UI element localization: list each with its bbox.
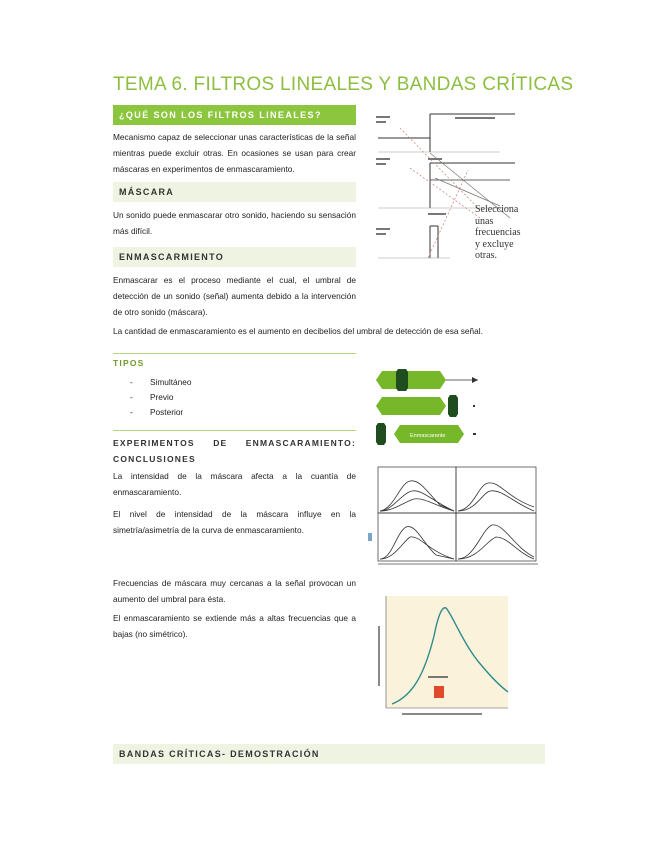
que-son-text: Mecanismo capaz de seleccionar unas características de la señal mientras puede excluir otras. En ocasiones se usan para crear máscaras en experimentos de enmascaramiento. — [113, 132, 356, 174]
section-heading-mascara: MÁSCARA — [113, 182, 356, 202]
section-heading-bandas: BANDAS CRÍTICAS- DEMOSTRACIÓN — [113, 744, 545, 764]
section-heading-enmascarmiento: ENMASCARMIENTO — [113, 247, 356, 267]
mascara-text: Un sonido puede enmascarar otro sonido, haciendo su sensación más difícil. — [113, 210, 356, 236]
masking-curves-figure — [366, 463, 548, 569]
tipos-list — [130, 375, 192, 420]
divider — [113, 353, 356, 354]
experimentos-p2: El nivel de intensidad de la máscara influye en la simetría/asimetría de la curva de enmascaramiento. — [113, 509, 356, 535]
enmascarante-label: Enmascarante — [410, 433, 446, 439]
list-item: - Simultáneo — [130, 377, 192, 387]
experimentos-p3: Frecuencias de máscara muy cercanas a la señal provocan un aumento del umbral para ésta. — [113, 578, 356, 604]
section-heading-tipos: TIPOS — [113, 358, 145, 368]
filter-handwritten-note: Selecciona unas frecuencias y excluye otras. — [475, 204, 521, 261]
tuning-curve-figure — [372, 586, 512, 722]
list-item: - Previo — [130, 392, 174, 402]
section-heading-experimentos: EXPERIMENTOS DE ENMASCARAMIENTO: CONCLUSIONES — [113, 438, 356, 464]
divider — [113, 430, 356, 431]
page-title: TEMA 6. FILTROS LINEALES Y BANDAS CRÍTICAS — [113, 74, 574, 95]
enmascaramiento-cantidad-text: La cantidad de enmascaramiento es el aumento en decibelios del umbral de detección de esa señal. — [113, 326, 483, 336]
experimentos-p1: La intensidad de la máscara afecta a la cuantía de enmascaramiento. — [113, 471, 356, 497]
enmascarmiento-text: Enmascarar es el proceso mediante el cual, el umbral de detección de un sonido (señal) aumenta debido a la intervención de otro sonido (máscara). — [113, 275, 356, 317]
tipos-diagram — [374, 363, 484, 453]
section-heading-que-son: ¿QUÉ SON LOS FILTROS LINEALES? — [113, 105, 356, 125]
list-item: - Posterior — [130, 407, 184, 417]
experimentos-p4: El enmascaramiento se extiende más a altas frecuencias que a bajas (no simétrico). — [113, 613, 356, 639]
